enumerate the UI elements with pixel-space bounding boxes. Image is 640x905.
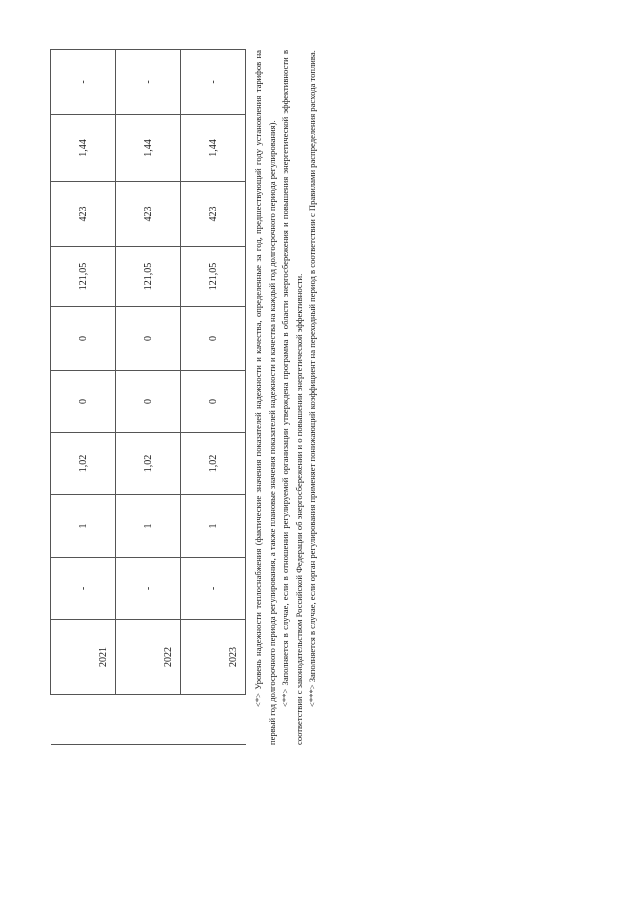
table-cell: 1,44 (116, 115, 181, 182)
table-cell: - (116, 50, 181, 115)
tariff-parameters-table (50, 49, 246, 745)
table-cell: 1,44 (181, 115, 246, 182)
table-cell: 423 (181, 182, 246, 247)
table-cell: 0 (51, 307, 116, 371)
table-row (51, 50, 116, 745)
table-cell: - (51, 558, 116, 620)
table-cell: 1 (181, 495, 246, 558)
table-cell-empty (181, 695, 246, 745)
table-cell-empty (51, 695, 116, 745)
footnote-reduction-coefficient: <***> Заполняется в случае, если орган регулирования применяет понижающий коэффициент на переходный период в соответствии с Правилами распределения расхода топлива. (307, 50, 318, 707)
table-cell: 0 (51, 371, 116, 433)
table-cell: - (181, 558, 246, 620)
table-cell: 1,44 (51, 115, 116, 182)
table-cell: 1 (51, 495, 116, 558)
table-cell: 423 (116, 182, 181, 247)
table-cell: - (51, 50, 116, 115)
table-cell: - (181, 50, 246, 115)
footnote-reliability: <*> Уровень надежности теплоснабжения (фактические значения показателей надежности и качества, определенные за год, предшествующий году установления тарифов на первый год долгосрочного периода регулирования, а также плановые значения показателей надежности и качества на каждый год долгосрочного периода регулирования). (253, 50, 277, 745)
table-cell-year: 2023 (181, 620, 246, 695)
table-row (116, 50, 181, 745)
rotated-page-content (50, 45, 318, 745)
table-cell: 1,02 (51, 433, 116, 495)
table-cell: 1,02 (116, 433, 181, 495)
table-cell: 0 (181, 307, 246, 371)
footnotes (252, 50, 320, 745)
table-cell: 423 (51, 182, 116, 247)
table-row (181, 50, 246, 745)
table-cell-year: 2022 (116, 620, 181, 695)
table-cell: 121,05 (116, 247, 181, 307)
table-cell-year: 2021 (51, 620, 116, 695)
table-cell: 121,05 (51, 247, 116, 307)
table-cell-empty (116, 695, 181, 745)
table-cell: 1 (116, 495, 181, 558)
table-cell: 0 (181, 371, 246, 433)
table-cell: 0 (116, 307, 181, 371)
table-cell: 1,02 (181, 433, 246, 495)
footnote-energy-saving: <**> Заполняется в случае, если в отношении регулируемой организации утверждена программа в области энергосбережения и повышения энергетической эффективности в соответствии с законодательством Российской Федерации об энергосбережении и о повышении энергетической эффективности. (280, 50, 304, 745)
table-cell: 0 (116, 371, 181, 433)
table-cell: - (116, 558, 181, 620)
table-cell: 121,05 (181, 247, 246, 307)
